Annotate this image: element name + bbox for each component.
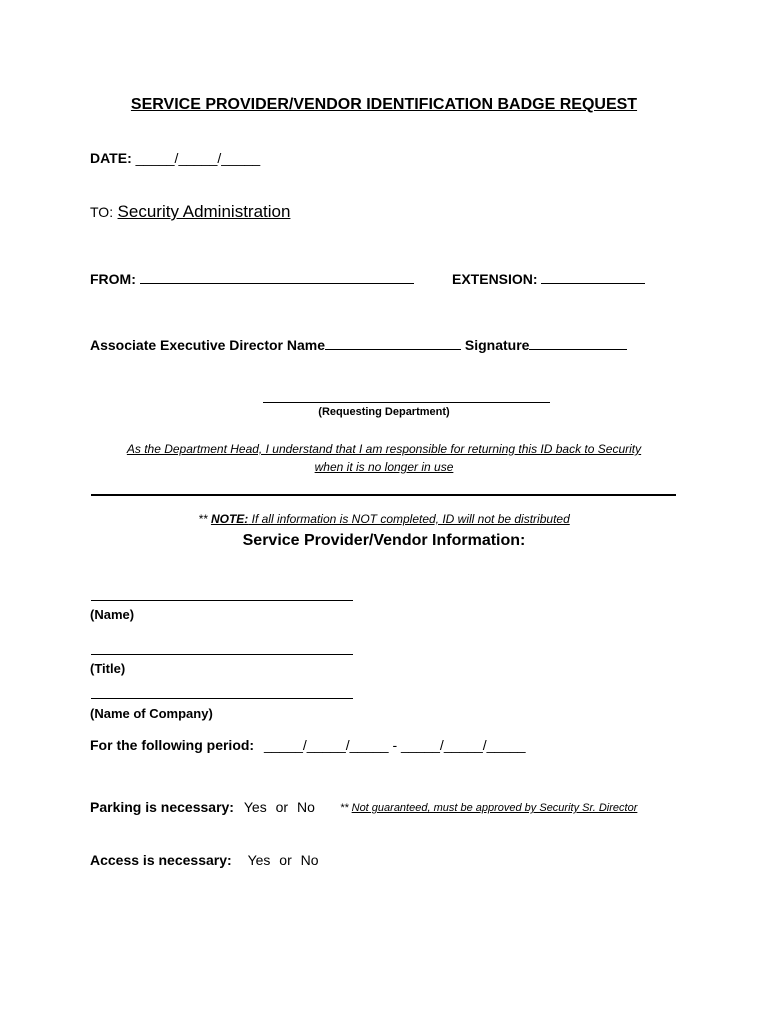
name-line[interactable] [91,600,353,601]
date-blank[interactable]: _____/_____/_____ [135,150,261,166]
signature-field[interactable] [529,337,627,350]
associate-label: Associate Executive Director Name [90,337,325,353]
associate-name-field[interactable] [325,337,461,350]
company-label: (Name of Company) [90,706,213,721]
title-label: (Title) [90,661,126,676]
note-label: NOTE: [210,512,249,526]
date-label: DATE: [90,150,132,166]
to-value: Security Administration [117,202,291,221]
signature-label: Signature [464,337,530,353]
note-text: If all information is NOT completed, ID will not be distributed [248,512,570,526]
parking-row [90,799,315,815]
section-heading: Service Provider/Vendor Information: [242,532,526,549]
access-no-option[interactable]: No [300,852,319,868]
period-row [90,737,526,753]
from-row [90,271,414,287]
requesting-department-label: (Requesting Department) [318,406,450,418]
from-field[interactable] [140,271,414,284]
access-yes-option[interactable]: Yes [247,852,271,868]
statement-line-1: As the Department Head, I understand that I am responsible for returning this ID back to Security [126,442,642,456]
parking-note-prefix: ** [340,802,352,814]
date-row [90,150,260,166]
associate-row [90,337,627,353]
parking-note: Not guaranteed, must be approved by Security Sr. Director [351,802,638,814]
parking-no-option[interactable]: No [296,799,315,815]
parking-label: Parking is necessary: [90,799,234,815]
extension-field[interactable] [541,271,645,284]
to-label: TO: [90,204,114,220]
period-label: For the following period: [90,737,255,753]
requesting-department-line[interactable] [263,402,550,403]
extension-label: EXTENSION: [452,271,538,287]
from-label: FROM: [90,271,136,287]
access-label: Access is necessary: [90,852,232,868]
note-row [0,512,768,526]
extension-row [452,271,645,287]
company-line[interactable] [91,698,353,699]
access-or: or [279,852,292,868]
parking-yes-option[interactable]: Yes [243,799,267,815]
note-prefix: ** [198,512,211,526]
name-label: (Name) [90,607,135,622]
access-row [90,852,319,868]
parking-note-row [340,802,637,814]
statement-line-2: when it is no longer in use [314,460,454,474]
to-row [90,202,290,222]
title-line[interactable] [91,654,353,655]
parking-or: or [275,799,289,815]
section-separator [91,494,676,496]
period-blank[interactable]: _____/_____/_____ - _____/_____/_____ [263,737,526,753]
form-title: SERVICE PROVIDER/VENDOR IDENTIFICATION BADGE REQUEST [130,96,638,113]
